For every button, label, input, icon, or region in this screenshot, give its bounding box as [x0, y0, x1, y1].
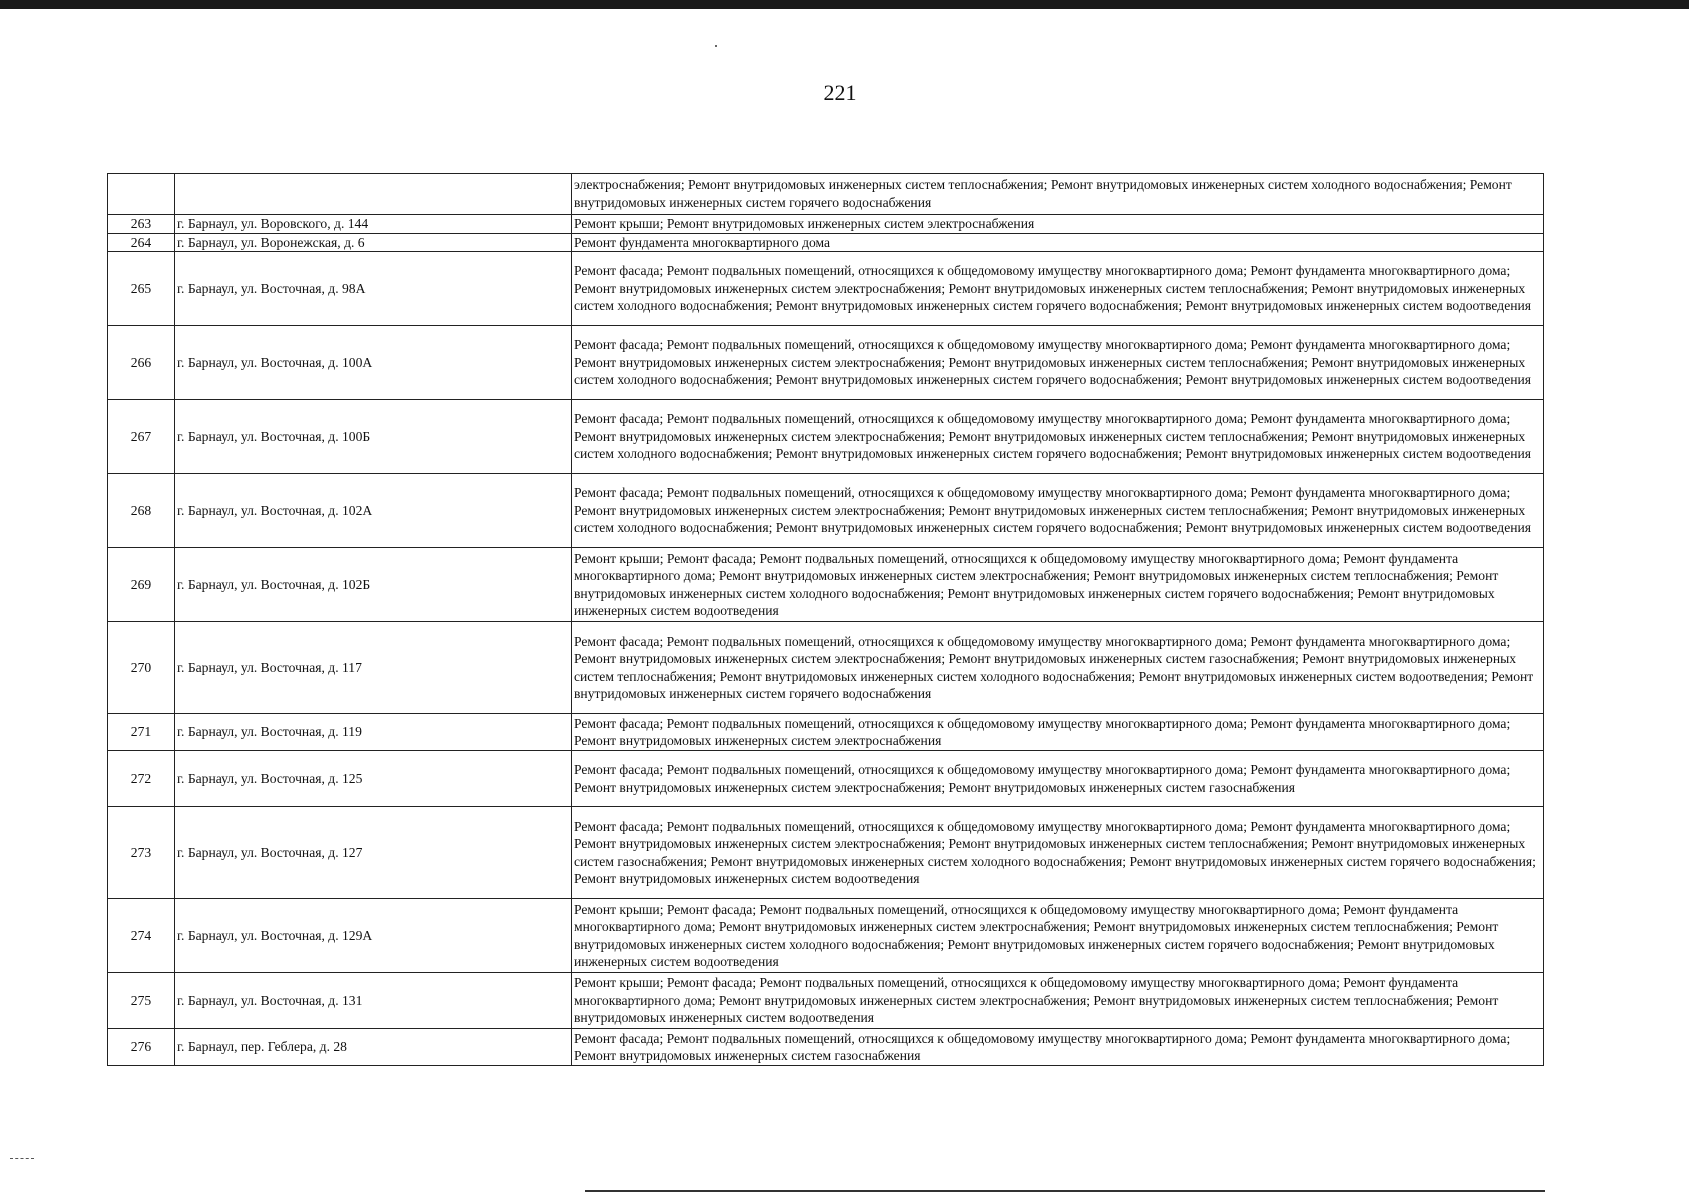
table-row [108, 714, 1544, 751]
row-address: г. Барнаул, ул. Восточная, д. 119 [175, 714, 572, 751]
row-address: г. Барнаул, ул. Восточная, д. 125 [175, 751, 572, 807]
row-number [108, 174, 175, 215]
row-address: г. Барнаул, ул. Восточная, д. 129А [175, 899, 572, 973]
row-works: Ремонт фасада; Ремонт подвальных помещений, относящихся к общедомовому имуществу многоквартирного дома; Ремонт фундамента многоквартирного дома; Ремонт внутридомовых инженерных систем электроснабжения; Ремонт внутридомовых инженерных систем газоснабжения; Ремонт внутридомовых инженерных систем теплоснабжения; Ремонт внутридомовых инженерных систем холодного водоснабжения; Ремонт внутридомовых инженерных систем водоотведения; Ремонт внутридомовых инженерных систем горячего водоснабжения [572, 622, 1544, 714]
row-address: г. Барнаул, ул. Восточная, д. 117 [175, 622, 572, 714]
row-works: Ремонт фасада; Ремонт подвальных помещений, относящихся к общедомовому имуществу многоквартирного дома; Ремонт фундамента многоквартирного дома; Ремонт внутридомовых инженерных систем электроснабжения; Ремонт внутридомовых инженерных систем теплоснабжения; Ремонт внутридомовых инженерных систем холодного водоснабжения; Ремонт внутридомовых инженерных систем горячего водоснабжения; Ремонт внутридомовых инженерных систем водоотведения [572, 326, 1544, 400]
table-row [108, 215, 1544, 234]
row-works: Ремонт фасада; Ремонт подвальных помещений, относящихся к общедомовому имуществу многоквартирного дома; Ремонт фундамента многоквартирного дома; Ремонт внутридомовых инженерных систем электроснабжения; Ремонт внутридомовых инженерных систем теплоснабжения; Ремонт внутридомовых инженерных систем холодного водоснабжения; Ремонт внутридомовых инженерных систем горячего водоснабжения; Ремонт внутридомовых инженерных систем водоотведения [572, 400, 1544, 474]
scan-mark [10, 1158, 34, 1161]
row-works: Ремонт фасада; Ремонт подвальных помещений, относящихся к общедомовому имуществу многоквартирного дома; Ремонт фундамента многоквартирного дома; Ремонт внутридомовых инженерных систем электроснабжения; Ремонт внутридомовых инженерных систем теплоснабжения; Ремонт внутридомовых инженерных систем холодного водоснабжения; Ремонт внутридомовых инженерных систем горячего водоснабжения; Ремонт внутридомовых инженерных систем водоотведения [572, 252, 1544, 326]
row-number: 276 [108, 1029, 175, 1066]
table-row [108, 474, 1544, 548]
row-address: г. Барнаул, ул. Воровского, д. 144 [175, 215, 572, 234]
row-works: Ремонт фасада; Ремонт подвальных помещений, относящихся к общедомовому имуществу многоквартирного дома; Ремонт фундамента многоквартирного дома; Ремонт внутридомовых инженерных систем электроснабжения; Ремонт внутридомовых инженерных систем газоснабжения [572, 751, 1544, 807]
table-row [108, 174, 1544, 215]
page-number: 221 [823, 80, 857, 105]
repair-table [107, 173, 1544, 1066]
row-number: 265 [108, 252, 175, 326]
row-number: 269 [108, 548, 175, 622]
table-row [108, 252, 1544, 326]
row-number: 273 [108, 807, 175, 899]
row-works: Ремонт крыши; Ремонт фасада; Ремонт подвальных помещений, относящихся к общедомовому имуществу многоквартирного дома; Ремонт фундамента многоквартирного дома; Ремонт внутридомовых инженерных систем электроснабжения; Ремонт внутридомовых инженерных систем теплоснабжения; Ремонт внутридомовых инженерных систем холодного водоснабжения; Ремонт внутридомовых инженерных систем горячего водоснабжения; Ремонт внутридомовых инженерных систем водоотведения [572, 899, 1544, 973]
row-number: 272 [108, 751, 175, 807]
table-row [108, 899, 1544, 973]
row-number: 275 [108, 973, 175, 1029]
row-address: г. Барнаул, ул. Восточная, д. 127 [175, 807, 572, 899]
row-works: Ремонт крыши; Ремонт фасада; Ремонт подвальных помещений, относящихся к общедомовому имуществу многоквартирного дома; Ремонт фундамента многоквартирного дома; Ремонт внутридомовых инженерных систем электроснабжения; Ремонт внутридомовых инженерных систем теплоснабжения; Ремонт внутридомовых инженерных систем холодного водоснабжения; Ремонт внутридомовых инженерных систем горячего водоснабжения; Ремонт внутридомовых инженерных систем водоотведения [572, 548, 1544, 622]
row-number: 266 [108, 326, 175, 400]
table-row [108, 973, 1544, 1029]
scan-bottom-line [585, 1190, 1545, 1192]
row-works: Ремонт крыши; Ремонт фасада; Ремонт подвальных помещений, относящихся к общедомовому имуществу многоквартирного дома; Ремонт фундамента многоквартирного дома; Ремонт внутридомовых инженерных систем электроснабжения; Ремонт внутридомовых инженерных систем теплоснабжения; Ремонт внутридомовых инженерных систем водоотведения [572, 973, 1544, 1029]
table-body [108, 174, 1544, 1066]
row-works: Ремонт фасада; Ремонт подвальных помещений, относящихся к общедомовому имуществу многоквартирного дома; Ремонт фундамента многоквартирного дома; Ремонт внутридомовых инженерных систем электроснабжения; Ремонт внутридомовых инженерных систем теплоснабжения; Ремонт внутридомовых инженерных систем газоснабжения; Ремонт внутридомовых инженерных систем холодного водоснабжения; Ремонт внутридомовых инженерных систем горячего водоснабжения; Ремонт внутридомовых инженерных систем водоотведения [572, 807, 1544, 899]
table-row [108, 548, 1544, 622]
row-works: Ремонт фасада; Ремонт подвальных помещений, относящихся к общедомовому имуществу многоквартирного дома; Ремонт фундамента многоквартирного дома; Ремонт внутридомовых инженерных систем газоснабжения [572, 1029, 1544, 1066]
row-number: 268 [108, 474, 175, 548]
table-row [108, 622, 1544, 714]
row-works: электроснабжения; Ремонт внутридомовых инженерных систем теплоснабжения; Ремонт внутридомовых инженерных систем холодного водоснабжения; Ремонт внутридомовых инженерных систем горячего водоснабжения [572, 174, 1544, 215]
row-number: 271 [108, 714, 175, 751]
row-works: Ремонт фасада; Ремонт подвальных помещений, относящихся к общедомовому имуществу многоквартирного дома; Ремонт фундамента многоквартирного дома; Ремонт внутридомовых инженерных систем электроснабжения [572, 714, 1544, 751]
scan-top-border [0, 0, 1689, 9]
row-number: 270 [108, 622, 175, 714]
row-number: 264 [108, 233, 175, 252]
row-address: г. Барнаул, ул. Восточная, д. 100А [175, 326, 572, 400]
row-number: 267 [108, 400, 175, 474]
row-address: г. Барнаул, ул. Восточная, д. 102А [175, 474, 572, 548]
row-address: г. Барнаул, ул. Восточная, д. 102Б [175, 548, 572, 622]
table-row [108, 1029, 1544, 1066]
row-address: г. Барнаул, ул. Воронежская, д. 6 [175, 233, 572, 252]
table-row [108, 807, 1544, 899]
row-address: г. Барнаул, ул. Восточная, д. 100Б [175, 400, 572, 474]
table-row [108, 400, 1544, 474]
table-row [108, 233, 1544, 252]
row-address [175, 174, 572, 215]
row-number: 263 [108, 215, 175, 234]
row-address: г. Барнаул, пер. Геблера, д. 28 [175, 1029, 572, 1066]
row-works: Ремонт фундамента многоквартирного дома [572, 233, 1544, 252]
row-works: Ремонт фасада; Ремонт подвальных помещений, относящихся к общедомовому имуществу многоквартирного дома; Ремонт фундамента многоквартирного дома; Ремонт внутридомовых инженерных систем электроснабжения; Ремонт внутридомовых инженерных систем теплоснабжения; Ремонт внутридомовых инженерных систем холодного водоснабжения; Ремонт внутридомовых инженерных систем горячего водоснабжения; Ремонт внутридомовых инженерных систем водоотведения [572, 474, 1544, 548]
row-works: Ремонт крыши; Ремонт внутридомовых инженерных систем электроснабжения [572, 215, 1544, 234]
row-address: г. Барнаул, ул. Восточная, д. 131 [175, 973, 572, 1029]
table-row [108, 326, 1544, 400]
row-address: г. Барнаул, ул. Восточная, д. 98А [175, 252, 572, 326]
table-row [108, 751, 1544, 807]
row-number: 274 [108, 899, 175, 973]
scan-speck [715, 45, 717, 47]
